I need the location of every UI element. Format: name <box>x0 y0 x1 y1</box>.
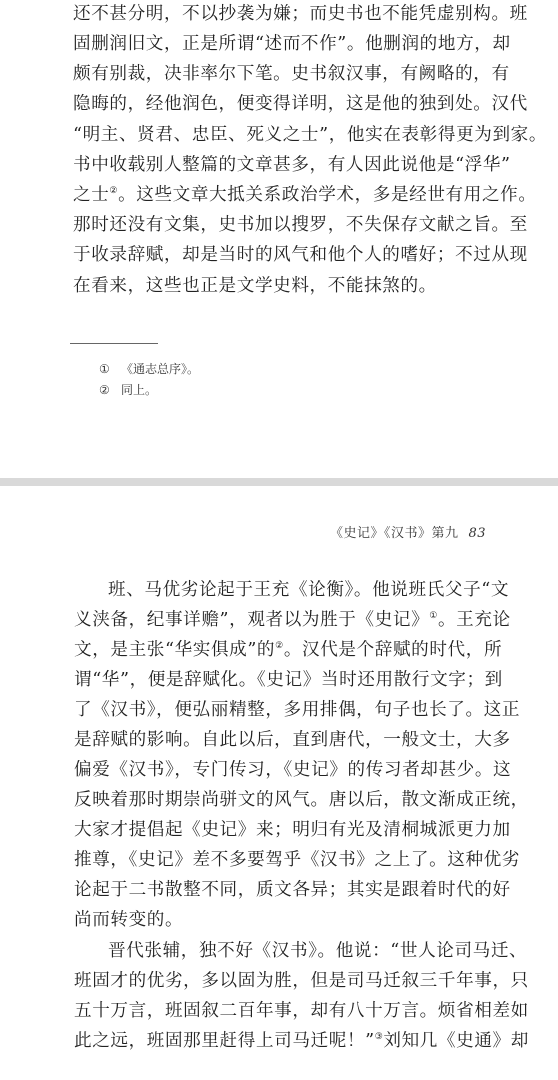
text-fragment: 。汉代是个辞赋的时代，所 <box>283 640 503 660</box>
footnote-ref: ① <box>429 611 438 621</box>
text-line: 在看来，这些也正是文学史料，不能抹煞的。 <box>73 276 437 296</box>
text-line: 是辞赋的影响。自此以后，直到唐代，一般文士，大多 <box>74 730 511 750</box>
text-line <box>74 606 511 634</box>
upper-page <box>0 0 558 478</box>
text-line: 颇有别裁，决非率尔下笔。史书叙汉事，有阙略的，有 <box>73 64 510 84</box>
footnote-divider <box>70 343 158 344</box>
text-line <box>74 1027 529 1055</box>
page-number: 83 <box>468 526 486 541</box>
footnote-ref: ② <box>109 186 119 196</box>
text-fragment: 文，是主张“华实俱成”的 <box>74 640 276 660</box>
text-line: 那时还没有文集，史书加以搜罗，不失保存文献之旨。至 <box>73 215 528 235</box>
text-line: “明主、贤君、忠臣、死义之士”，他实在表彰得更为到家。 <box>73 125 548 145</box>
text-line: 论起于二书散整不同，质文各异；其实是跟着时代的好 <box>74 880 511 900</box>
footnote <box>99 360 199 378</box>
text-line: 五十万言，班固叙二百年事，却有八十万言。烦省相差如 <box>74 1001 529 1021</box>
text-line: 推尊，《史记》差不多要驾乎《汉书》之上了。这种优劣 <box>74 850 521 870</box>
text-line: 书中收载别人整篇的文章甚多，有人因此说他是“浮华” <box>73 155 511 175</box>
text-line: 反映着那时期崇尚骈文的风气。唐以后，散文渐成正统， <box>74 790 529 810</box>
text-line: 谓“华”，便是辞赋化。《史记》当时还用散行文字；到 <box>74 670 503 690</box>
footnote-text: 《通志总序》。 <box>121 362 200 376</box>
footnote-mark: ① <box>99 362 110 376</box>
text-line: 了《汉书》，便弘丽精整，多用排偶，句子也长了。这正 <box>74 700 521 720</box>
text-line: 晋代张辅，独不好《汉书》。他说：“世人论司马迁、 <box>108 941 528 961</box>
running-header <box>330 522 486 541</box>
text-line: 班、马优劣论起于王充《论衡》。他说班氏父子“文 <box>108 580 510 600</box>
footnote-mark: ② <box>99 383 110 397</box>
text-fragment: 义浃备，纪事详赡”，观者以为胜于《史记》 <box>74 610 430 630</box>
text-fragment: 。这些文章大抵关系政治学术，多是经世有用之作。 <box>118 185 537 205</box>
text-line: 大家才提倡起《史记》来；明归有光及清桐城派更力加 <box>74 820 511 840</box>
text-line: 还不甚分明，不以抄袭为嫌；而史书也不能凭虚别构。班 <box>73 4 528 24</box>
text-fragment: 刘知几《史通》却 <box>383 1031 529 1051</box>
text-line: 班固才的优劣，多以固为胜，但是司马迁叙三千年事，只 <box>74 971 529 991</box>
text-line <box>74 636 504 664</box>
text-line <box>73 181 537 209</box>
text-fragment: 。王充论 <box>437 610 511 630</box>
text-line: 隐晦的，经他润色，便变得详明，这是他的独到处。汉代 <box>73 94 528 114</box>
text-line: 固删润旧文，正是所谓“述而不作”。他删润的地方，却 <box>73 34 511 54</box>
footnote-ref: ② <box>275 641 284 651</box>
text-fragment: 此之远，班固那里赶得上司马迁呢！” <box>74 1031 375 1051</box>
text-fragment: 之士 <box>73 185 110 205</box>
page-divider <box>0 478 558 486</box>
header-title: 《史记》《汉书》第九 <box>329 526 459 541</box>
text-line: 尚而转变的。 <box>74 910 184 930</box>
text-line: 偏爱《汉书》，专门传习，《史记》的传习者却甚少。这 <box>74 760 512 780</box>
footnote-text: 同上。 <box>121 383 158 397</box>
text-line: 于收录辞赋，却是当时的风气和他个人的嗜好；不过从现 <box>73 245 528 265</box>
footnote <box>99 381 157 399</box>
footnote-ref: ③ <box>374 1032 384 1042</box>
